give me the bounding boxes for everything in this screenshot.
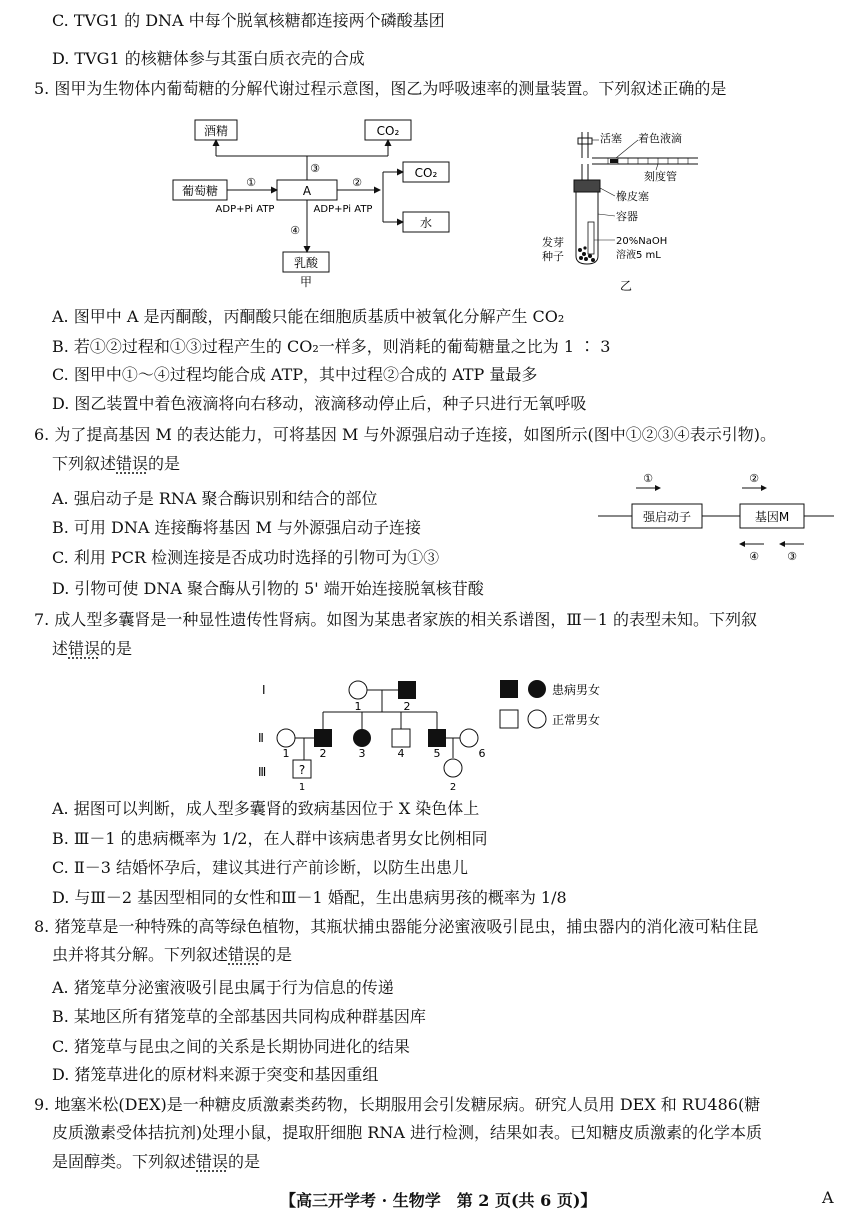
jia-adp-1: ADP+Pi ATP xyxy=(215,204,275,215)
q8-stem-line1: 8. 猪笼草是一种特殊的高等绿色植物，其瓶状捕虫器能分泌蜜液吸引昆虫，捕虫器内的消化液可粘住昆 xyxy=(34,917,759,936)
q7-option-d: D. 与Ⅲ－2 基因型相同的女性和Ⅲ－1 婚配，生出患病男孩的概率为 1/8 xyxy=(52,888,567,907)
q6-primer-3: ③ xyxy=(787,550,797,563)
ii-6-num: 6 xyxy=(478,747,486,760)
q5-option-b: B. 若①②过程和①③过程产生的 CO₂一样多，则消耗的葡萄糖量之比为 1 ∶ 3 xyxy=(52,337,611,356)
yi-zhuose: 着色液滴 xyxy=(638,132,682,145)
jia-glucose: 葡萄糖 xyxy=(181,184,219,198)
jia-jiujing: 酒精 xyxy=(203,124,229,138)
gen-i: Ⅰ xyxy=(262,683,266,697)
ii-3-num: 3 xyxy=(358,747,366,760)
footer-title: 【高三开学考 · 生物学 第 2 页(共 6 页)】 xyxy=(280,1191,597,1210)
q6-primer-2: ② xyxy=(749,472,759,485)
jia-caption: 甲 xyxy=(299,275,313,289)
q6-option-a: A. 强启动子是 RNA 聚合酶识别和结合的部位 xyxy=(52,489,378,508)
yi-caption: 乙 xyxy=(620,279,633,293)
yi-naoh-1: 20%NaOH xyxy=(616,236,668,247)
q6-figure xyxy=(598,470,834,566)
iii-2-num: 2 xyxy=(449,782,457,792)
q7-stem-line2: 述错误的是 xyxy=(52,639,133,658)
q4-option-c: C. TVG1 的 DNA 中每个脱氧核糖都连接两个磷酸基团 xyxy=(52,11,445,30)
jia-water: 水 xyxy=(419,216,433,230)
ii-4-num: 4 xyxy=(397,747,405,760)
yi-rongqi: 容器 xyxy=(616,210,638,223)
i-1-num: 1 xyxy=(354,700,362,713)
jia-circle-2: ② xyxy=(352,176,362,189)
q8-option-c: C. 猪笼草与昆虫之间的关系是长期协同进化的结果 xyxy=(52,1037,410,1056)
q9-stem-line3: 是固醇类。下列叙述错误的是 xyxy=(52,1152,261,1171)
yi-seed-1: 发芽 xyxy=(542,236,564,249)
q7-option-b: B. Ⅲ－1 的患病概率为 1/2，在人群中该病患者男女比例相同 xyxy=(52,829,488,848)
q9-stem-line2: 皮质激素受体拮抗剂)处理小鼠，提取肝细胞 RNA 进行检测，结果如表。已知糖皮质激素的化学本质 xyxy=(52,1123,763,1142)
ii-5-num: 5 xyxy=(433,747,441,760)
jia-circle-4: ④ xyxy=(290,224,300,237)
q6-primer-4: ④ xyxy=(749,550,759,563)
yi-xiangpi: 橡皮塞 xyxy=(616,190,649,203)
q6-option-d: D. 引物可使 DNA 聚合酶从引物的 5' 端开始连接脱氧核苷酸 xyxy=(52,579,484,598)
q6-option-c: C. 利用 PCR 检测连接是否成功时选择的引物可为①③ xyxy=(52,548,440,567)
q6-stem-line1: 6. 为了提高基因 M 的表达能力，可将基因 M 与外源强启动子连接，如图所示(图中①②③④表示引物)。 xyxy=(34,425,776,444)
i-2-num: 2 xyxy=(403,700,411,713)
jia-circle-3: ③ xyxy=(310,162,320,175)
q6-promoter: 强启动子 xyxy=(642,510,692,524)
q5-option-c: C. 图甲中①～④过程均能合成 ATP，其中过程②合成的 ATP 量最多 xyxy=(52,365,538,384)
q9-stem-line1: 9. 地塞米松(DEX)是一种糖皮质激素类药物，长期服用会引发糖尿病。研究人员用 DEX 和 RU486(糖 xyxy=(34,1095,761,1114)
q7-stem-line1: 7. 成人型多囊肾是一种显性遗传性肾病。如图为某患者家族的相关系谱图，Ⅲ－1 的表型未知。下列叙 xyxy=(34,610,758,629)
iii-1-num: 1 xyxy=(298,782,306,792)
gen-iii: Ⅲ xyxy=(258,765,267,779)
q7-option-a: A. 据图可以判断，成人型多囊肾的致病基因位于 X 染色体上 xyxy=(52,799,480,818)
jia-co2-top: CO₂ xyxy=(376,124,400,138)
legend-normal: 正常男女 xyxy=(552,713,601,727)
footer-version: A xyxy=(822,1188,834,1207)
q5-figure-yi xyxy=(538,118,708,296)
yi-naoh-2: 溶液5 mL xyxy=(616,250,661,261)
q7-option-c: C. Ⅱ－3 结婚怀孕后，建议其进行产前诊断，以防生出患儿 xyxy=(52,858,468,877)
jia-adp-2: ADP+Pi ATP xyxy=(313,204,373,215)
q8-stem-line2: 虫并将其分解。下列叙述错误的是 xyxy=(52,945,293,964)
q6-gene: 基因M xyxy=(754,510,790,524)
q6-stem-line2: 下列叙述错误的是 xyxy=(52,454,181,473)
q6-option-b: B. 可用 DNA 连接酶将基因 M 与外源强启动子连接 xyxy=(52,518,422,537)
q6-primer-1: ① xyxy=(643,472,653,485)
q8-option-d: D. 猪笼草进化的原材料来源于突变和基因重组 xyxy=(52,1065,379,1084)
ii-1-num: 1 xyxy=(282,747,290,760)
q4-option-d: D. TVG1 的核糖体参与其蛋白质衣壳的合成 xyxy=(52,49,365,68)
q8-option-b: B. 某地区所有猪笼草的全部基因共同构成种群基因库 xyxy=(52,1007,426,1026)
q5-stem: 5. 图甲为生物体内葡萄糖的分解代谢过程示意图，图乙为呼吸速率的测量装置。下列叙述正确的是 xyxy=(34,79,727,98)
legend-affected: 患病男女 xyxy=(552,683,601,697)
q5-option-a: A. 图甲中 A 是丙酮酸，丙酮酸只能在细胞质基质中被氧化分解产生 CO₂ xyxy=(52,307,565,326)
jia-lactic: 乳酸 xyxy=(293,256,319,270)
q5-figure-jia xyxy=(165,112,465,294)
q8-option-a: A. 猪笼草分泌蜜液吸引昆虫属于行为信息的传递 xyxy=(52,978,394,997)
yi-huosai: 活塞 xyxy=(600,132,622,145)
iii-1-unknown: ? xyxy=(298,763,306,777)
jia-a: A xyxy=(302,184,312,198)
jia-circle-1: ① xyxy=(246,176,256,189)
ii-2-num: 2 xyxy=(319,747,327,760)
q7-pedigree xyxy=(250,672,650,792)
gen-ii: Ⅱ xyxy=(258,731,264,745)
q5-option-d: D. 图乙装置中着色液滴将向右移动，液滴移动停止后，种子只进行无氧呼吸 xyxy=(52,394,587,413)
yi-kedu: 刻度管 xyxy=(644,170,677,183)
jia-co2-right: CO₂ xyxy=(414,166,438,180)
yi-seed-2: 种子 xyxy=(542,250,564,263)
